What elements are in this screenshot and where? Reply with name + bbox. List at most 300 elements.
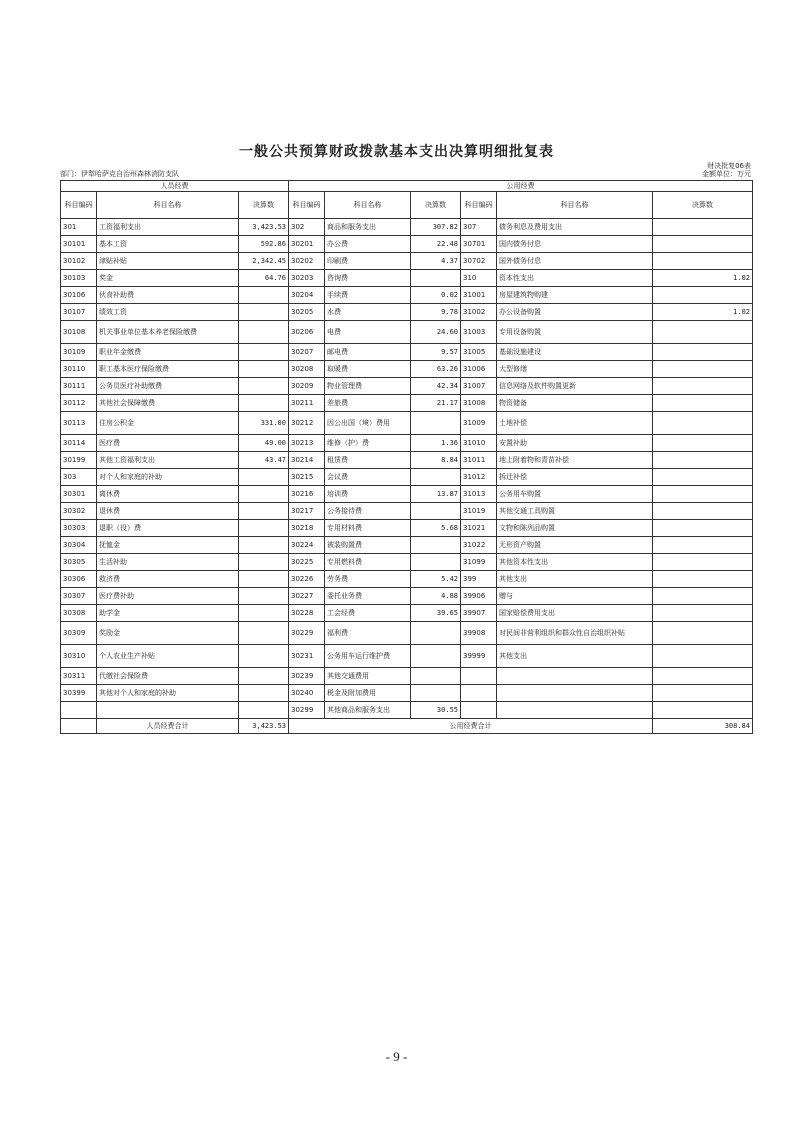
item-code: 30240 <box>289 685 325 702</box>
item-amount <box>653 412 753 435</box>
public-total-label: 公用经费合计 <box>289 719 653 734</box>
item-name: 机关事业单位基本养老保险缴费 <box>97 321 239 344</box>
item-amount <box>653 361 753 378</box>
item-name: 培训费 <box>325 486 411 503</box>
item-amount <box>239 520 289 537</box>
item-name: 取暖费 <box>325 361 411 378</box>
col-header-name: 科目名称 <box>497 192 653 219</box>
item-amount: 4.37 <box>411 253 461 270</box>
item-code: 30211 <box>289 395 325 412</box>
item-name: 电费 <box>325 321 411 344</box>
item-name: 手续费 <box>325 287 411 304</box>
item-amount <box>653 452 753 469</box>
public-section-header: 公用经费 <box>289 181 753 192</box>
item-amount <box>239 605 289 622</box>
item-code: 30207 <box>289 344 325 361</box>
item-code: 30307 <box>61 588 97 605</box>
table-row <box>61 520 753 537</box>
item-code: 30224 <box>289 537 325 554</box>
item-amount <box>239 537 289 554</box>
item-name: 国外债务付息 <box>497 253 653 270</box>
item-code <box>461 668 497 685</box>
item-amount: 307.82 <box>411 219 461 236</box>
item-name: 赠与 <box>497 588 653 605</box>
item-amount <box>653 588 753 605</box>
item-name: 基本工资 <box>97 236 239 253</box>
item-amount: 1.36 <box>411 435 461 452</box>
item-amount <box>411 645 461 668</box>
item-amount: 592.86 <box>239 236 289 253</box>
item-name: 维修（护）费 <box>325 435 411 452</box>
item-name: 代缴社会保险费 <box>97 668 239 685</box>
item-name: 公务接待费 <box>325 503 411 520</box>
expenditure-table <box>60 180 753 734</box>
item-name: 差旅费 <box>325 395 411 412</box>
item-code: 31008 <box>461 395 497 412</box>
item-name: 资本性支出 <box>497 270 653 287</box>
item-code: 30305 <box>61 554 97 571</box>
department-label: 部门：伊犁哈萨克自治州森林消防支队 <box>60 170 179 178</box>
item-name: 印刷费 <box>325 253 411 270</box>
item-amount <box>653 645 753 668</box>
item-code: 30201 <box>289 236 325 253</box>
item-name: 奖励金 <box>97 622 239 645</box>
item-name: 其他商品和服务支出 <box>325 702 411 719</box>
item-name: 无形资产购置 <box>497 537 653 554</box>
item-amount <box>239 685 289 702</box>
table-row <box>61 588 753 605</box>
item-amount: 42.34 <box>411 378 461 395</box>
item-name: 会议费 <box>325 469 411 486</box>
table-row <box>61 361 753 378</box>
item-name: 职业年金缴费 <box>97 344 239 361</box>
item-amount <box>653 702 753 719</box>
item-code: 30399 <box>61 685 97 702</box>
item-name: 被装购置费 <box>325 537 411 554</box>
item-amount <box>239 287 289 304</box>
item-name: 文物和陈列品购置 <box>497 520 653 537</box>
item-name: 劳务费 <box>325 571 411 588</box>
col-header-name: 科目名称 <box>97 192 239 219</box>
item-code: 31012 <box>461 469 497 486</box>
item-name: 生活补助 <box>97 554 239 571</box>
item-amount: 9.78 <box>411 304 461 321</box>
item-name: 物业管理费 <box>325 378 411 395</box>
item-name: 国家赔偿费用支出 <box>497 605 653 622</box>
item-code: 39908 <box>461 622 497 645</box>
col-header-code: 科目编码 <box>289 192 325 219</box>
item-code: 30701 <box>461 236 497 253</box>
item-code: 30213 <box>289 435 325 452</box>
table-row <box>61 378 753 395</box>
item-name: 公务用车购置 <box>497 486 653 503</box>
item-code: 30309 <box>61 622 97 645</box>
item-amount <box>411 412 461 435</box>
item-name: 退职（役）费 <box>97 520 239 537</box>
item-code: 30226 <box>289 571 325 588</box>
table-row <box>61 435 753 452</box>
table-row <box>61 554 753 571</box>
item-amount <box>239 588 289 605</box>
item-name: 国内债务付息 <box>497 236 653 253</box>
table-row <box>61 321 753 344</box>
item-amount <box>653 236 753 253</box>
item-amount <box>653 435 753 452</box>
item-code: 30206 <box>289 321 325 344</box>
item-name: 房屋建筑物购建 <box>497 287 653 304</box>
item-code: 31009 <box>461 412 497 435</box>
item-amount <box>411 270 461 287</box>
item-code: 30306 <box>61 571 97 588</box>
item-code <box>61 702 97 719</box>
item-amount <box>239 486 289 503</box>
blank-cell <box>61 719 97 734</box>
item-amount: 8.84 <box>411 452 461 469</box>
item-code: 31002 <box>461 304 497 321</box>
public-total-value: 308.84 <box>653 719 753 734</box>
item-name: 助学金 <box>97 605 239 622</box>
item-amount: 21.17 <box>411 395 461 412</box>
item-name: 地上附着物和青苗补偿 <box>497 452 653 469</box>
item-code: 30702 <box>461 253 497 270</box>
item-amount <box>653 537 753 554</box>
item-name: 信息网络及软件购置更新 <box>497 378 653 395</box>
item-amount <box>239 668 289 685</box>
table-row <box>61 469 753 486</box>
item-code: 30208 <box>289 361 325 378</box>
item-code: 30111 <box>61 378 97 395</box>
item-name: 其他支出 <box>497 645 653 668</box>
form-code: 财决批复06表 <box>707 162 751 170</box>
item-code: 31003 <box>461 321 497 344</box>
item-name: 大型修缮 <box>497 361 653 378</box>
item-code: 30112 <box>61 395 97 412</box>
item-amount <box>411 537 461 554</box>
item-name: 救济费 <box>97 571 239 588</box>
item-code: 39907 <box>461 605 497 622</box>
item-code: 30110 <box>61 361 97 378</box>
item-name: 其他支出 <box>497 571 653 588</box>
item-code: 31005 <box>461 344 497 361</box>
item-code: 31006 <box>461 361 497 378</box>
item-amount <box>239 571 289 588</box>
item-amount: 2,342.45 <box>239 253 289 270</box>
item-code: 31013 <box>461 486 497 503</box>
item-amount: 43.47 <box>239 452 289 469</box>
item-name: 其他社会保障缴费 <box>97 395 239 412</box>
item-name: 福利费 <box>325 622 411 645</box>
item-amount <box>653 503 753 520</box>
item-amount <box>653 554 753 571</box>
table-row <box>61 412 753 435</box>
item-name: 邮电费 <box>325 344 411 361</box>
item-amount <box>653 321 753 344</box>
personnel-section-header: 人员经费 <box>61 181 289 192</box>
personnel-total-label: 人员经费合计 <box>97 719 239 734</box>
item-code: 30203 <box>289 270 325 287</box>
item-code: 30114 <box>61 435 97 452</box>
item-amount: 4.88 <box>411 588 461 605</box>
item-code: 31022 <box>461 537 497 554</box>
item-amount: 3,423.53 <box>239 219 289 236</box>
item-name: 奖金 <box>97 270 239 287</box>
item-amount <box>239 503 289 520</box>
item-code: 30214 <box>289 452 325 469</box>
item-code: 30199 <box>61 452 97 469</box>
item-name: 拆迁补偿 <box>497 469 653 486</box>
item-amount: 5.68 <box>411 520 461 537</box>
item-code: 30308 <box>61 605 97 622</box>
item-name: 个人农业生产补贴 <box>97 645 239 668</box>
item-amount <box>239 361 289 378</box>
item-name: 退休费 <box>97 503 239 520</box>
item-name: 租赁费 <box>325 452 411 469</box>
table-row <box>61 645 753 668</box>
table-row <box>61 537 753 554</box>
item-name: 委托业务费 <box>325 588 411 605</box>
table-row <box>61 452 753 469</box>
item-name: 对民间非营利组织和群众性自治组织补贴 <box>497 622 653 645</box>
item-name: 专用燃料费 <box>325 554 411 571</box>
item-code: 31021 <box>461 520 497 537</box>
item-name: 商品和服务支出 <box>325 219 411 236</box>
item-code: 301 <box>61 219 97 236</box>
unit-label: 金额单位：万元 <box>702 170 751 178</box>
item-name: 住房公积金 <box>97 412 239 435</box>
item-amount: 22.48 <box>411 236 461 253</box>
item-code: 30106 <box>61 287 97 304</box>
item-name: 土地补偿 <box>497 412 653 435</box>
item-name <box>497 702 653 719</box>
item-name: 医疗费 <box>97 435 239 452</box>
item-amount <box>653 668 753 685</box>
item-name: 离休费 <box>97 486 239 503</box>
table-row <box>61 219 753 236</box>
item-code: 30109 <box>61 344 97 361</box>
item-amount: 13.87 <box>411 486 461 503</box>
table-row <box>61 622 753 645</box>
item-name: 抚恤金 <box>97 537 239 554</box>
item-name: 公务员医疗补助缴费 <box>97 378 239 395</box>
item-code: 30227 <box>289 588 325 605</box>
item-code: 39906 <box>461 588 497 605</box>
table-row <box>61 287 753 304</box>
item-name: 工资福利支出 <box>97 219 239 236</box>
item-name: 基础设施建设 <box>497 344 653 361</box>
item-name: 绩效工资 <box>97 304 239 321</box>
item-code: 30299 <box>289 702 325 719</box>
item-name: 伙食补助费 <box>97 287 239 304</box>
item-name: 其他资本性支出 <box>497 554 653 571</box>
item-code: 30212 <box>289 412 325 435</box>
item-code: 30102 <box>61 253 97 270</box>
col-header-code: 科目编码 <box>461 192 497 219</box>
item-name: 办公设备购置 <box>497 304 653 321</box>
item-code: 30301 <box>61 486 97 503</box>
item-amount <box>653 287 753 304</box>
item-name: 水费 <box>325 304 411 321</box>
item-amount: 1.02 <box>653 270 753 287</box>
item-amount <box>653 469 753 486</box>
page-title: 一般公共预算财政拨款基本支出决算明细批复表 <box>239 144 554 160</box>
table-row <box>61 395 753 412</box>
item-name: 办公费 <box>325 236 411 253</box>
item-name: 医疗费补助 <box>97 588 239 605</box>
item-amount <box>239 344 289 361</box>
item-name: 对个人和家庭的补助 <box>97 469 239 486</box>
item-amount <box>239 378 289 395</box>
item-amount <box>411 503 461 520</box>
item-code: 30229 <box>289 622 325 645</box>
item-amount <box>239 304 289 321</box>
item-code: 30217 <box>289 503 325 520</box>
item-amount <box>653 378 753 395</box>
table-row <box>61 486 753 503</box>
item-amount <box>411 469 461 486</box>
item-code: 30231 <box>289 645 325 668</box>
item-name <box>97 702 239 719</box>
item-code: 399 <box>461 571 497 588</box>
item-code: 30304 <box>61 537 97 554</box>
item-code: 30205 <box>289 304 325 321</box>
col-header-amount: 决算数 <box>411 192 461 219</box>
item-amount <box>653 685 753 702</box>
item-code: 39999 <box>461 645 497 668</box>
item-amount: 30.55 <box>411 702 461 719</box>
item-amount <box>239 395 289 412</box>
page-number: - 9 - <box>385 1049 408 1064</box>
item-code: 30202 <box>289 253 325 270</box>
item-name: 其他交通费用 <box>325 668 411 685</box>
item-code: 30228 <box>289 605 325 622</box>
item-name: 津贴补贴 <box>97 253 239 270</box>
item-code: 30311 <box>61 668 97 685</box>
item-amount: 24.60 <box>411 321 461 344</box>
item-code: 303 <box>61 469 97 486</box>
table-row <box>61 571 753 588</box>
item-code: 31010 <box>461 435 497 452</box>
item-amount: 39.65 <box>411 605 461 622</box>
table-row <box>61 270 753 287</box>
item-code <box>461 702 497 719</box>
item-name: 其他工资福利支出 <box>97 452 239 469</box>
item-code: 30107 <box>61 304 97 321</box>
item-amount: 5.42 <box>411 571 461 588</box>
table-row <box>61 304 753 321</box>
table-row <box>61 503 753 520</box>
item-name: 物资储备 <box>497 395 653 412</box>
item-code: 30101 <box>61 236 97 253</box>
item-code: 30113 <box>61 412 97 435</box>
item-code: 30218 <box>289 520 325 537</box>
item-amount: 1.02 <box>653 304 753 321</box>
item-amount <box>411 668 461 685</box>
item-amount: 331.00 <box>239 412 289 435</box>
col-header-amount: 决算数 <box>653 192 753 219</box>
item-amount <box>411 622 461 645</box>
item-code <box>461 685 497 702</box>
item-amount <box>653 253 753 270</box>
item-name: 债务利息及费用支出 <box>497 219 653 236</box>
table-row <box>61 344 753 361</box>
item-amount <box>239 469 289 486</box>
item-code: 30215 <box>289 469 325 486</box>
item-amount <box>653 520 753 537</box>
item-code: 302 <box>289 219 325 236</box>
item-amount <box>239 622 289 645</box>
col-header-amount: 决算数 <box>239 192 289 219</box>
item-name: 专用设备购置 <box>497 321 653 344</box>
item-code: 31099 <box>461 554 497 571</box>
table-row <box>61 702 753 719</box>
item-amount <box>653 605 753 622</box>
item-amount <box>411 685 461 702</box>
item-code: 31019 <box>461 503 497 520</box>
item-amount <box>239 702 289 719</box>
table-row <box>61 605 753 622</box>
item-amount <box>411 554 461 571</box>
item-name: 工会经费 <box>325 605 411 622</box>
item-amount <box>239 645 289 668</box>
item-amount: 63.26 <box>411 361 461 378</box>
table-row <box>61 253 753 270</box>
item-name: 专用材料费 <box>325 520 411 537</box>
item-name: 安置补助 <box>497 435 653 452</box>
item-name <box>497 685 653 702</box>
item-code: 30302 <box>61 503 97 520</box>
item-code: 30303 <box>61 520 97 537</box>
item-code: 31007 <box>461 378 497 395</box>
item-amount <box>653 219 753 236</box>
item-name: 其他交通工具购置 <box>497 503 653 520</box>
item-code: 30225 <box>289 554 325 571</box>
item-amount: 9.57 <box>411 344 461 361</box>
table-row <box>61 668 753 685</box>
item-amount <box>653 622 753 645</box>
item-amount <box>239 321 289 344</box>
item-code: 30209 <box>289 378 325 395</box>
item-amount: 0.02 <box>411 287 461 304</box>
personnel-total-value: 3,423.53 <box>239 719 289 734</box>
table-row <box>61 685 753 702</box>
item-name: 咨询费 <box>325 270 411 287</box>
item-name: 税金及附加费用 <box>325 685 411 702</box>
item-amount <box>653 395 753 412</box>
item-name <box>497 668 653 685</box>
totals-row <box>61 719 753 734</box>
item-code: 30239 <box>289 668 325 685</box>
item-amount <box>653 486 753 503</box>
item-amount <box>239 554 289 571</box>
item-code: 307 <box>461 219 497 236</box>
item-code: 31011 <box>461 452 497 469</box>
item-name: 因公出国（境）费用 <box>325 412 411 435</box>
item-code: 30204 <box>289 287 325 304</box>
item-amount <box>653 344 753 361</box>
item-code: 30216 <box>289 486 325 503</box>
item-code: 31001 <box>461 287 497 304</box>
item-name: 职工基本医疗保险缴费 <box>97 361 239 378</box>
item-code: 30103 <box>61 270 97 287</box>
item-amount: 49.00 <box>239 435 289 452</box>
item-code: 30310 <box>61 645 97 668</box>
col-header-code: 科目编码 <box>61 192 97 219</box>
table-body <box>61 219 753 719</box>
item-name: 其他对个人和家庭的补助 <box>97 685 239 702</box>
item-amount: 64.76 <box>239 270 289 287</box>
item-name: 公务用车运行维护费 <box>325 645 411 668</box>
item-amount <box>653 571 753 588</box>
